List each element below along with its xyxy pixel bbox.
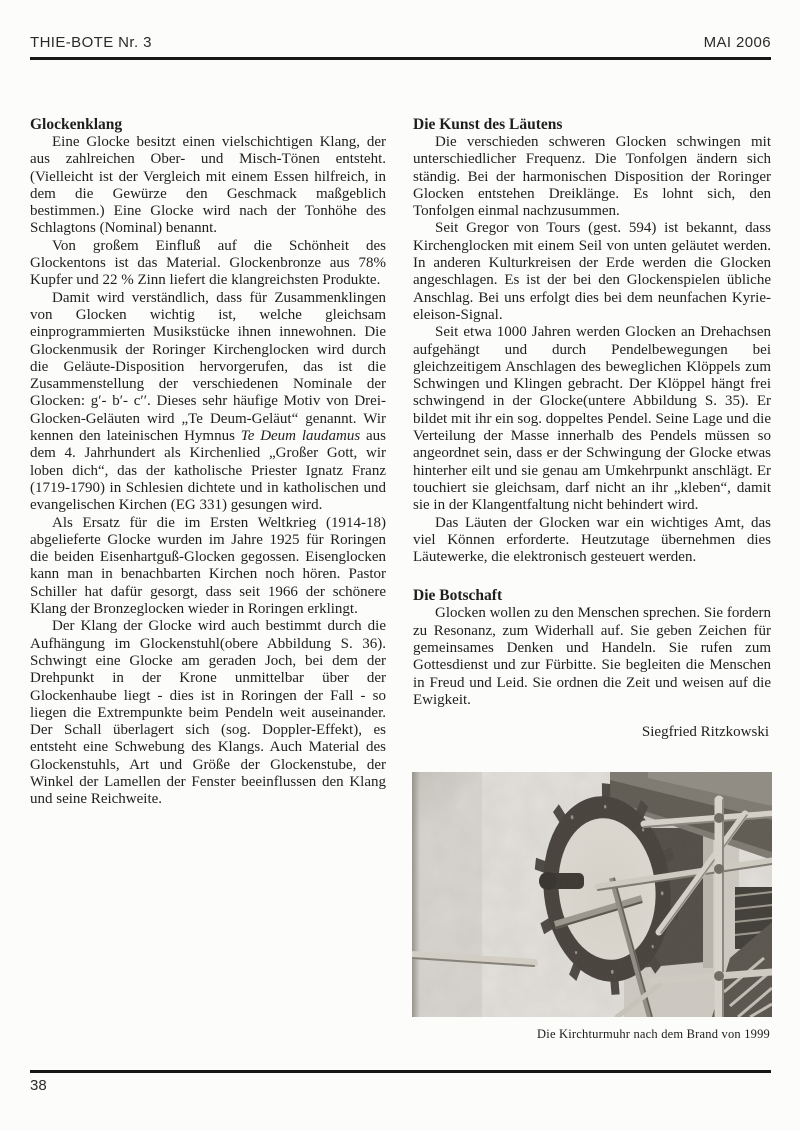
left-column: [30, 115, 386, 809]
section-heading-kunst-des-laeutens: Die Kunst des Läutens: [413, 116, 563, 133]
paragraph: Das Läuten der Glocken war ein wichtiges Amt, das viel Können erforderte. Heutzutage übernehmen dies Läutewerke, die elektronisch gesteuert werden.: [413, 514, 771, 566]
right-column: [413, 115, 771, 742]
paragraph: Eine Glocke besitzt einen vielschichtigen Klang, der aus zahlreichen Ober- und Misch-Tönen entsteht. (Vielleicht ist der Vergleich mit einem Essen hilfreich, in dem die Gewürze den Geschmack maßgeblich bestimmen.) Eine Glocke wird nach der Tonhöhe des Schlagtons (Nominal) benannt.: [30, 134, 386, 237]
paragraph: Die verschieden schweren Glocken schwingen mit unterschiedlicher Frequenz. Die Tonfolgen ändern sich ständig. Bei der harmonischen Disposition der Roringer Glocken entstehen Dreiklänge. Es lohnt sich, den Tonfolgen einmal nachzusummen.: [413, 134, 771, 220]
paragraph: Als Ersatz für die im Ersten Weltkrieg (1914-18) abgelieferte Glocke wurden im Jahre 1925 für Roringen die beiden Eisenhartguß-Glocken gegossen. Eisenglocken kann man in benachbarten Kirchen noch hören. Pastor Schiller hat dafür gesorgt, dass seit 1966 der schönere Klang der Bronzeglocken wieder in Roringen erklingt.: [30, 514, 386, 618]
paragraph: Seit Gregor von Tours (gest. 594) ist bekannt, dass Kirchenglocken mit einem Seil von unten geläutet werden. In anderen Kulturkreisen der Erde werden die Glocken angeschlagen. Es ist der bei den Glockenspielen übliche Anschlag. Bei uns erfolgt dies bei dem neunfachen Kyrie-eleison-Signal.: [413, 220, 771, 323]
paragraph-text: aus dem 4. Jahrhundert als Kirchenlied „Großer Gott, wir loben dich“, das der katholische Priester Ignatz Franz (1719-1790) in Schlesien dichtete und in katholischen und evangelischen Kirchen (EG 331) gesungen wird.: [30, 428, 387, 514]
section-heading-glockenklang: Glockenklang: [30, 116, 123, 133]
author-signature: Siegfried Ritzkowski: [641, 724, 769, 741]
paragraph: Glocken wollen zu den Menschen sprechen. Sie fordern zu Resonanz, zum Widerhall auf. Sie geben Zeichen für gemeinsames Denken und Handeln. Sie rufen zum Gottesdienst und zur Fürbitte. Sie begleiten die Menschen in Freud und Leid. Sie ordnen die Zeit und weisen auf die Ewigkeit.: [413, 605, 771, 708]
latin-hymn-title: Te Deum laudamus: [240, 428, 361, 445]
page-number: 38: [30, 1077, 47, 1094]
journal-title: THIE-BOTE Nr. 3: [30, 34, 152, 51]
paragraph: Von großem Einfluß auf die Schönheit des Glockentons ist das Material. Glockenbronze aus 78% Kupfer und 22 % Zinn liefert die klangreichsten Produkte.: [30, 237, 386, 289]
paragraph: Der Klang der Glocke wird auch bestimmt durch die Aufhängung im Glockenstuhl(obere Abbildung S. 36). Schwingt eine Glocke am geraden Joch, bei dem der Drehpunkt in der Krone unmittelbar über der Glockenhaube liegt - dies ist in Roringen der Fall - so liegen die Extrempunkte beim Pendeln weit auseinander. Der Schall überlagert sich (sog. Doppler-Effekt), es entsteht eine Schwebung des Klangs. Auch Material des Glockenstuhls, Art und Größe der Glockenstube, der Winkel der Lamellen der Fenster beeinflussen den Klang und seine Reichweite.: [30, 618, 386, 808]
footer-rule: [30, 1070, 771, 1073]
photo-caption: Die Kirchturmuhr nach dem Brand von 1999: [537, 1027, 770, 1041]
issue-date: MAI 2006: [703, 34, 771, 51]
section-heading-botschaft: Die Botschaft: [413, 587, 503, 605]
header-rule: [30, 57, 771, 60]
paragraph-text: Damit wird verständlich, dass für Zusammenklingen von Glocken wichtig ist, welche gleichsam einprogrammierten Musikstücke ihnen innewohnen. Die Glockenmusik der Roringer Kirchenglocken wird durch die Geläute-Disposition hervorgerufen, das ist die Zusammenstellung der verschiedenen Nominale der Glocken: g′- b′- c′′. Dieses sehr häufige Motiv von Drei-Glocken-Geläuten wird „Te Deum-Geläut“ genannt. Wir kennen den lateinischen Hymnus: [30, 289, 386, 445]
page-header: [30, 34, 771, 51]
paragraph: [30, 290, 386, 515]
photo-kirchturmuhr: [412, 772, 772, 1042]
clock-photo-image: [412, 772, 772, 1017]
paragraph: Seit etwa 1000 Jahren werden Glocken an Drehachsen aufgehängt und durch Pendelbewegungen bei gleichzeitigem Anschlagen des beweglichen Klöppels zum Schwingen und Klingen gebracht. Der Klöppel hängt frei schwingend in der Glocke(untere Abbildung S. 35). Er bildet mit ihr ein sog. doppeltes Pendel. Seine Lage und die Verteilung der Masse innerhalb des Pendels müssen so angeordnet sein, dass er der Schwingung der Glocke etwas hinterher eilt und sie genau am Umkehrpunkt anschlägt. Er touchiert sie gleichsam, darf nicht an ihr „kleben“, damit sie in der Klangentfaltung nicht behindert wird.: [413, 324, 771, 514]
